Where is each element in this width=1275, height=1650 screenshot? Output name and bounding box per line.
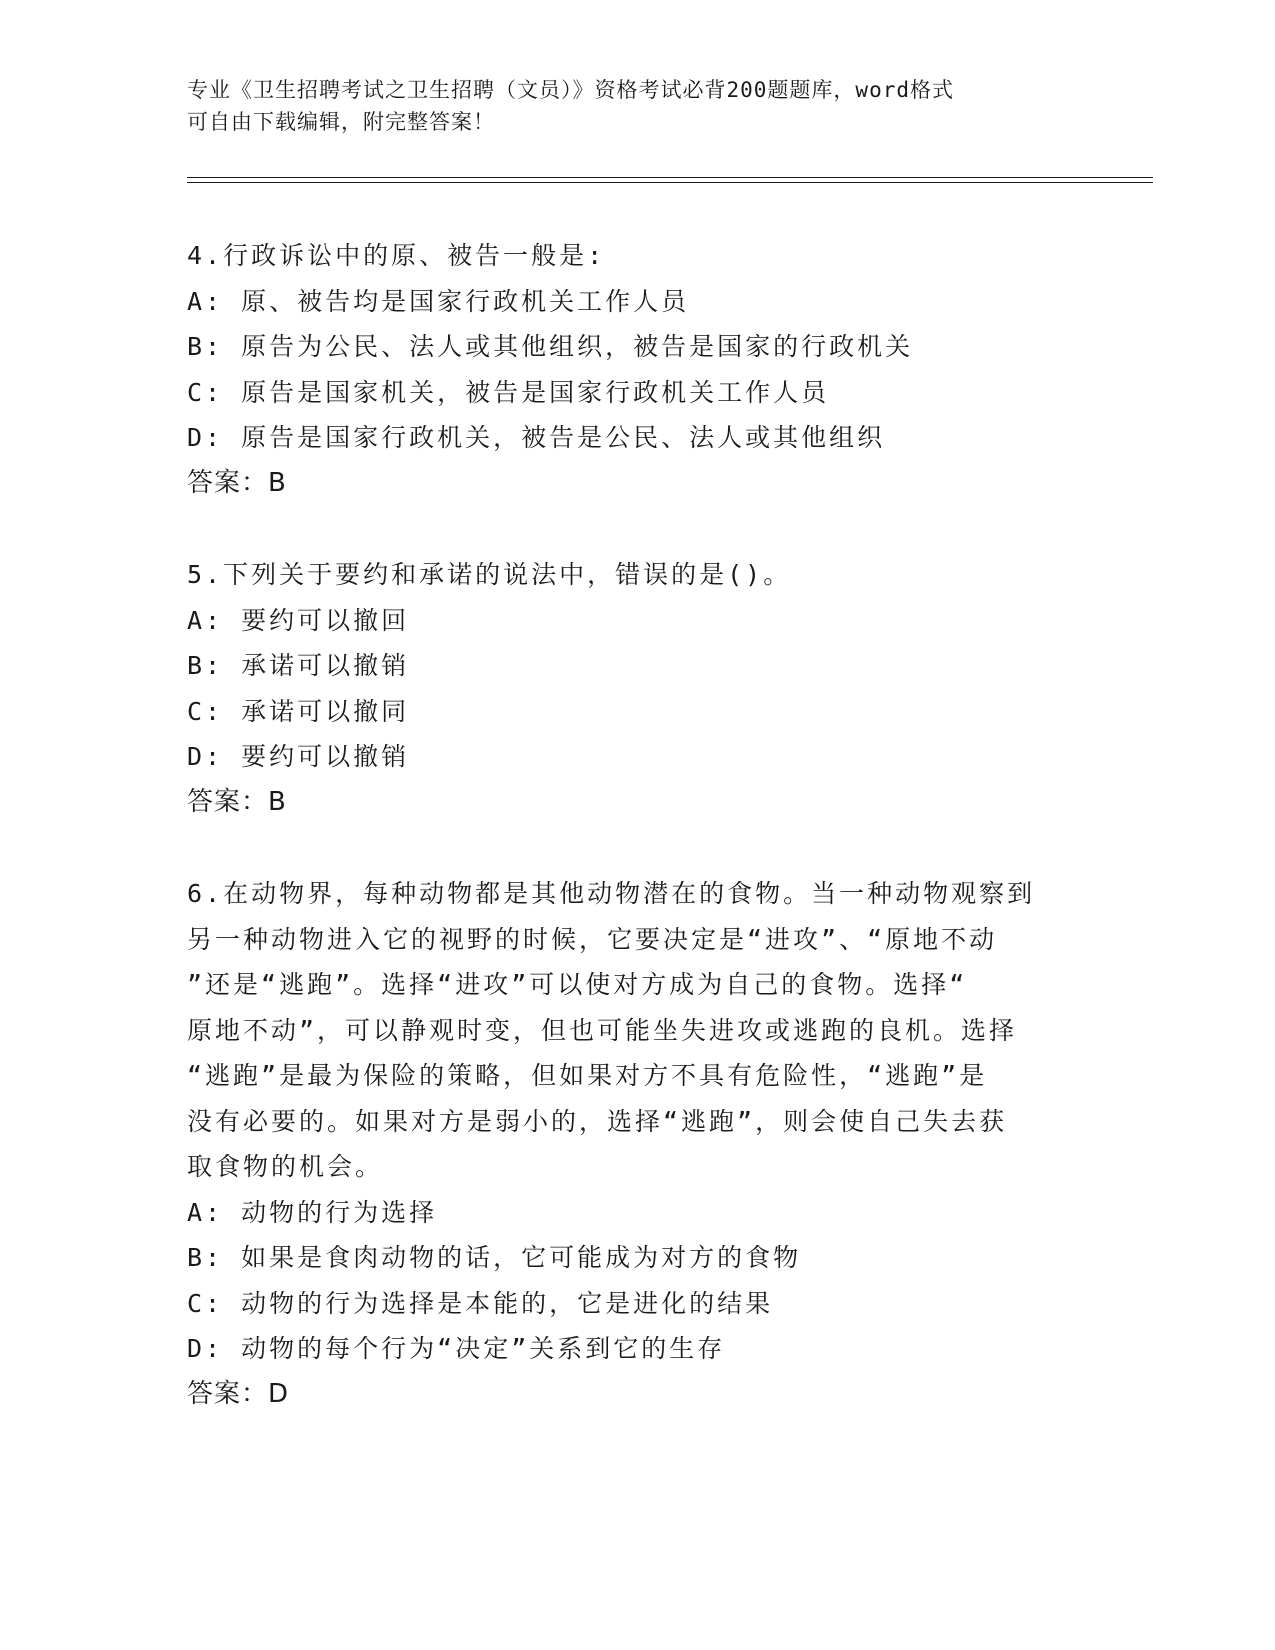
- question-6: [187, 871, 1067, 1417]
- option-c: C: 原告是国家机关，被告是国家行政机关工作人员: [187, 377, 830, 407]
- stem-line: 6.在动物界，每种动物都是其他动物潜在的食物。当一种动物观察到: [187, 879, 1036, 908]
- option-b: B: 如果是食肉动物的话，它可能成为对方的食物: [187, 1243, 802, 1272]
- stem-line: 取食物的机会。: [187, 1152, 384, 1181]
- option-a: A: 动物的行为选择: [187, 1197, 438, 1227]
- option-a: A: 要约可以撤回: [187, 605, 410, 635]
- answer-line: 答案：B: [187, 467, 287, 498]
- option-d: D: 要约可以撤销: [187, 742, 410, 771]
- option-d: D: 动物的每个行为“决定”关系到它的生存: [187, 1334, 726, 1363]
- option-c: C: 动物的行为选择是本能的，它是进化的结果: [187, 1288, 774, 1318]
- header-line-1: 专业《卫生招聘考试之卫生招聘（文员）》资格考试必背200题题库，word格式: [187, 78, 954, 102]
- stem-line: 没有必要的。如果对方是弱小的，选择“逃跑”，则会使自己失去获: [187, 1106, 1008, 1136]
- option-a: A: 原、被告均是国家行政机关工作人员: [187, 286, 690, 316]
- question-stem: [187, 871, 1067, 1190]
- question-stem: 5.下列关于要约和承诺的说法中，错误的是()。: [187, 560, 792, 589]
- document-header: [187, 74, 1067, 138]
- option-c: C: 承诺可以撤同: [187, 696, 410, 726]
- question-stem: 4.行政诉讼中的原、被告一般是:: [187, 241, 606, 270]
- question-4: [187, 233, 1067, 506]
- header-divider-bottom: [187, 182, 1153, 183]
- stem-line: ”还是“逃跑”。选择“进攻”可以使对方成为自己的食物。选择“: [187, 970, 968, 999]
- stem-line: 原地不动”，可以静观时变，但也可能坐失进攻或逃跑的良机。选择: [187, 1015, 1018, 1045]
- stem-line: 另一种动物进入它的视野的时候，它要决定是“进攻”、“原地不动: [187, 924, 998, 954]
- answer-line: 答案：B: [187, 786, 287, 817]
- option-b: B: 承诺可以撤销: [187, 651, 410, 680]
- stem-line: “逃跑”是最为保险的策略，但如果对方不具有危险性，“逃跑”是: [187, 1061, 988, 1090]
- question-5: [187, 552, 1067, 825]
- header-line-2: 可自由下载编辑，附完整答案！: [187, 110, 495, 134]
- header-divider-top: [187, 177, 1153, 178]
- option-b: B: 原告为公民、法人或其他组织，被告是国家的行政机关: [187, 332, 914, 361]
- option-d: D: 原告是国家行政机关，被告是公民、法人或其他组织: [187, 423, 886, 452]
- answer-line: 答案：D: [187, 1378, 290, 1409]
